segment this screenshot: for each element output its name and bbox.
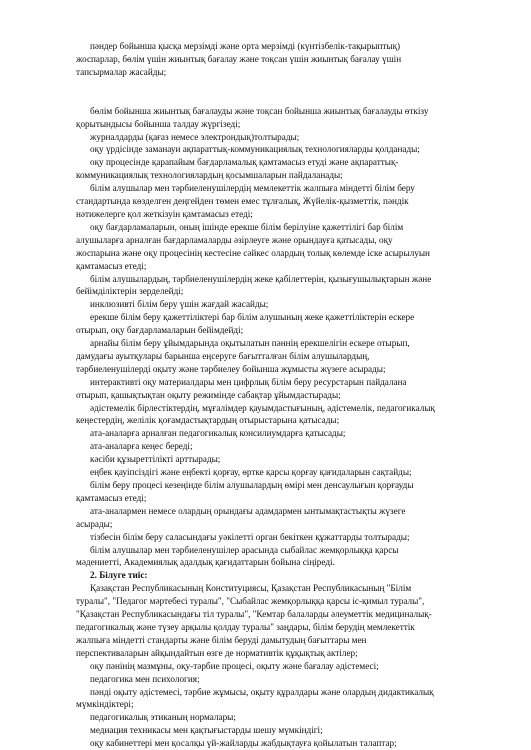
- text-line: ата-аналарға арналған педагогикалық консилиумдарға қатысады;: [90, 428, 346, 439]
- text-line: педагогикалық этиканың нормалары;: [90, 712, 236, 723]
- text-line: білім алушылардың, тәрбиеленушілердің жеке қабілеттерін, қызығушылықтарын және: [90, 273, 432, 284]
- text-line: перспективаларын айқындайтын өзге де нормативтік құқықтық актілер;: [76, 647, 358, 658]
- text-line: оқу үрдісінде заманауи ақпараттық-коммуникациялық технологияларды қолданады;: [90, 144, 420, 155]
- text-line: дамудағы ауытқулары барынша еңсеруге бағытталған білім алушылардың,: [76, 350, 370, 361]
- text-line: Қазақстан Республикасының Конституциясы, Қазақстан Республикасының "Білім: [90, 583, 412, 594]
- text-line: әдістемелік бірлестіктердің, мұғалімдер қауымдастығының, әдістемелік, педагогикалық: [90, 402, 436, 413]
- text-line: стандартында көзделген деңгейден төмен емес тұлғалық, Жүйелік-қызметтік, пәндік: [76, 196, 409, 207]
- paragraph-gap: [76, 79, 496, 105]
- text-line: асырады;: [76, 518, 113, 529]
- text-line: алушыларға арналған бағдарламаларды әзірлеуге және орындауға қатысады, оқу: [76, 234, 393, 245]
- text-line: кеңестердің, желілік қоғамдастықтардың отырыстарына қатысады;: [76, 415, 340, 426]
- text-line: интерактивті оқу материалдары мен цифрлық білім беру ресурстарын пайдалана: [90, 376, 407, 387]
- text-line: қорытындысы бойынша талдау жүргізеді;: [76, 118, 241, 129]
- text-line: арнайы білім беру ұйымдарында оқытылатын пәннің ерекшелігін ескере отырып,: [90, 338, 410, 349]
- text-line: ата-аналармен немесе олардың орындағы адамдармен ынтымақтастықты жүзеге: [90, 505, 406, 516]
- text-line: нәтижелерге қол жеткізуін қамтамасыз етеді;: [76, 208, 253, 219]
- text-line: жалпыға міндетті стандарты және білім беруді дамытудың бағыттары мен: [76, 634, 367, 645]
- text-line: тәрбиеленушілерді оқыту және тәрбиелеу бойынша жұмысты жүзеге асырады;: [76, 363, 386, 374]
- text-line: "Қазақстан Республикасындағы тіл туралы", "Кемтар балаларды әлеуметтік медициналық-: [76, 609, 432, 620]
- text-line: отырып, қашықтықтан оқыту режимінде сабақтар ұйымдастырады;: [76, 389, 341, 400]
- text-line: білім беру процесі кезеңінде білім алушылардың өмірі мен денсаулығын қорғауды: [90, 480, 414, 490]
- text-line: тізбесін білім беру саласындағы уәкілетті орган бекіткен құжаттарды толтырады;: [90, 531, 410, 542]
- text-line: инклюзивті білім беру үшін жағдай жасайды;: [90, 299, 269, 310]
- text-line: пәндер бойынша қысқа мерзімді және орта мерзімді (күнтізбелік-тақырыптық): [90, 41, 401, 51]
- text-line: бөлім бойынша жиынтық бағалауды және тоқсан бойынша жиынтық бағалауды өткізу: [90, 105, 429, 116]
- text-line: бейімділіктерін зерделейді;: [76, 286, 184, 297]
- text-line: мүмкіндіктері;: [76, 699, 134, 710]
- text-line: медиация техникасы мен қақтығыстарды шешу мүмкіндігі;: [90, 725, 323, 736]
- text-line: жоспарына және оқу процесінің кестесіне сәйкес олардың толық көлемде іске асырылуын: [76, 247, 430, 258]
- text-line: мәдениетті, Академиялық адалдық қағидаттарын бойына сіңіреді.: [76, 557, 335, 568]
- text-line: тапсырмалар жасайды;: [76, 66, 167, 77]
- text-line: ата-аналарға кеңес береді;: [90, 441, 193, 452]
- text-line: пәнді оқыту әдістемесі, тәрбие жұмысы, оқыту құралдары және олардың дидактикалық: [90, 686, 434, 697]
- text-line: коммуникациялық технологиялардың қосымшаларын пайдаланады;: [76, 170, 343, 181]
- text-line: оқу кабинеттері мен қосалқы үй-жайларды жабдықтауға қойылатын талаптар;: [90, 738, 397, 749]
- text-line: жоспарлар, бөлім үшін жиынтық бағалау және тоқсан үшін жиынтық бағалау үшін: [76, 53, 402, 64]
- text-line: білім алушылар мен тәрбиеленушілер арасында сыбайлас жемқорлыққа қарсы: [90, 544, 399, 555]
- text-line: оқу пәнінің мазмұны, оқу-тәрбие процесі, оқыту және бағалау әдістемесі;: [90, 660, 379, 671]
- section-heading: 2. Білуге тиіс:: [90, 570, 148, 581]
- document-page: [76, 40, 496, 750]
- text-line: білім алушылар мен тәрбиеленушілердің мемлекеттік жалпыға міндетті білім беру: [90, 183, 415, 194]
- text-line: ерекше білім беру қажеттіліктері бар білім алушының жеке қажеттіліктерін ескере: [90, 312, 415, 323]
- text-line: педагогика мен психология;: [90, 673, 200, 684]
- text-line: қамтамасыз етеді;: [76, 492, 147, 503]
- text-line: еңбек қауіпсіздігі және еңбекті қорғау, өртке қарсы қорғау қағидаларын сақтайды;: [90, 467, 412, 478]
- text-line: журналдарды (қағаз немесе электрондық)толтырады;: [90, 131, 300, 142]
- text-line: кәсіби құзыреттілікті арттырады;: [90, 454, 221, 465]
- text-line: оқу бағдарламаларын, оның ішінде ерекше білім берілуіне қажеттілігі бар білім: [90, 221, 404, 232]
- text-line: туралы", "Педагог мәртебесі туралы", "Сыбайлас жемқорлыққа қарсы іс-қимыл туралы",: [76, 596, 425, 607]
- text-line: оқу процесінде қарапайым бағдарламалық қамтамасыз етуді және ақпараттық-: [90, 157, 399, 168]
- text-line: отырып, оқу бағдарламаларын бейімдейді;: [76, 325, 244, 336]
- text-line: педагогикалық және түзеу арқылы қолдау туралы" заңдары, білім берудің мемлекеттік: [76, 621, 415, 632]
- text-line: қамтамасыз етеді;: [76, 260, 147, 271]
